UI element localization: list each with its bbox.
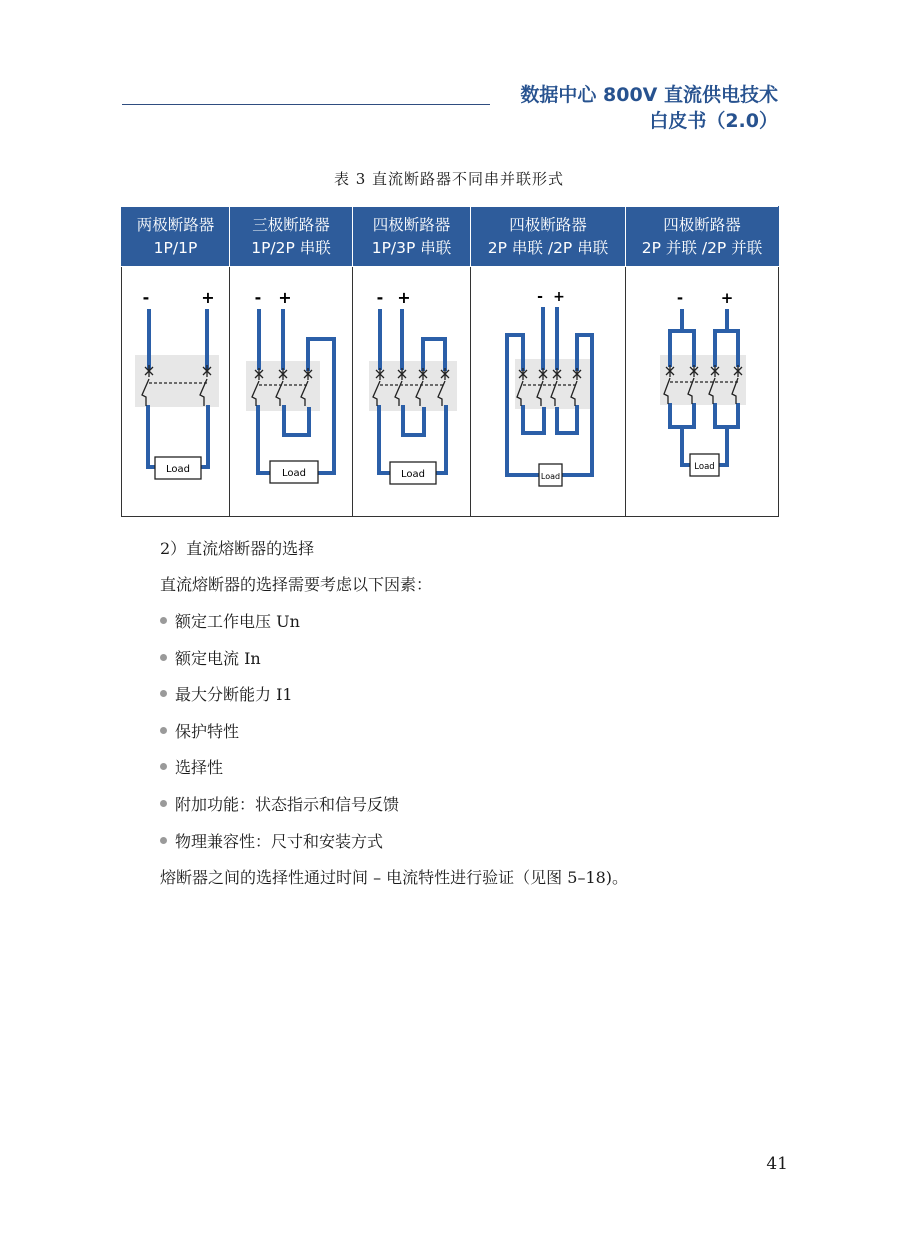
circuit-diagram-2p-series bbox=[471, 267, 625, 516]
list-item: 最大分断能力 I1 bbox=[160, 682, 293, 705]
bullet-icon bbox=[160, 654, 167, 661]
header-title-line1: 数据中心 800V 直流供电技术 bbox=[520, 84, 778, 106]
bullet-icon bbox=[160, 617, 167, 624]
plus-terminal: + bbox=[278, 288, 292, 307]
minus-terminal: - bbox=[142, 288, 150, 307]
diagram-cell-2p-parallel bbox=[626, 267, 779, 517]
bullet-icon bbox=[160, 837, 167, 844]
diagram-cell-1p2p bbox=[230, 267, 353, 517]
diagram-cell-1p1p bbox=[122, 267, 230, 517]
diagram-cell-2p-series bbox=[471, 267, 626, 517]
list-item: 附加功能：状态指示和信号反馈 bbox=[160, 792, 399, 815]
load-label: Load bbox=[540, 472, 561, 481]
header-rule bbox=[122, 104, 490, 105]
minus-terminal: - bbox=[537, 289, 543, 305]
load-label: Load bbox=[694, 462, 715, 472]
plus-terminal: + bbox=[720, 289, 734, 307]
list-item: 额定电流 In bbox=[160, 646, 261, 669]
list-item: 保护特性 bbox=[160, 719, 239, 742]
breaker-band bbox=[515, 359, 593, 409]
bullet-icon bbox=[160, 763, 167, 770]
list-item: 选择性 bbox=[160, 755, 223, 778]
bullet-icon bbox=[160, 690, 167, 697]
minus-terminal: - bbox=[676, 289, 684, 307]
plus-terminal: + bbox=[201, 288, 215, 307]
table-caption: 表 3 直流断路器不同串并联形式 bbox=[333, 170, 565, 188]
closing-paragraph: 熔断器之间的选择性通过时间 – 电流特性进行验证（见图 5–18)。 bbox=[160, 868, 629, 887]
load-label: Load bbox=[401, 469, 425, 480]
minus-terminal: - bbox=[254, 288, 262, 307]
list-item: 物理兼容性：尺寸和安装方式 bbox=[160, 829, 383, 852]
circuit-diagram-1p3p bbox=[353, 267, 470, 516]
column-header-1p3p: 四极断路器 1P/3P 串联 bbox=[353, 207, 471, 267]
list-item: 额定工作电压 Un bbox=[160, 609, 300, 632]
column-header-2p-parallel: 四极断路器 2P 并联 /2P 并联 bbox=[626, 207, 779, 267]
breaker-band bbox=[660, 355, 746, 405]
plus-terminal: + bbox=[397, 288, 411, 307]
circuit-diagram-1p2p bbox=[230, 267, 352, 516]
column-header-1p2p: 三极断路器 1P/2P 串联 bbox=[230, 207, 353, 267]
breaker-table bbox=[121, 206, 779, 517]
bullet-icon bbox=[160, 800, 167, 807]
load-label: Load bbox=[282, 468, 306, 479]
plus-terminal: + bbox=[553, 289, 565, 305]
circuit-diagram-2p-parallel bbox=[626, 267, 778, 516]
page-number: 41 bbox=[766, 1154, 788, 1174]
column-header-2p-series: 四极断路器 2P 串联 /2P 串联 bbox=[471, 207, 626, 267]
header-title-line2: 白皮书（2.0） bbox=[649, 110, 778, 132]
circuit-diagram-1p1p bbox=[122, 267, 229, 516]
minus-terminal: - bbox=[376, 288, 384, 307]
diagram-cell-1p3p bbox=[353, 267, 471, 517]
section-intro: 直流熔断器的选择需要考虑以下因素： bbox=[160, 575, 433, 594]
column-header-1p1p: 两极断路器 1P/1P bbox=[122, 207, 230, 267]
load-label: Load bbox=[166, 464, 190, 475]
bullet-icon bbox=[160, 727, 167, 734]
section-heading: 2）直流熔断器的选择 bbox=[160, 539, 315, 558]
